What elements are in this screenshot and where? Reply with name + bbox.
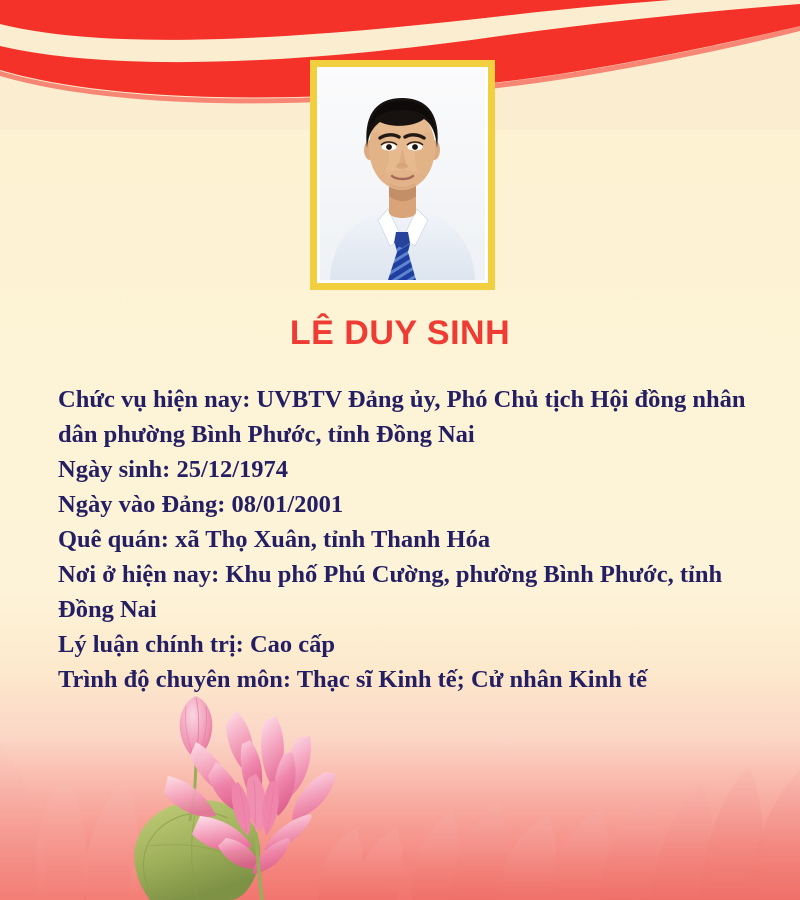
- info-line-position: Chức vụ hiện nay: UVBTV Đảng ủy, Phó Chủ tịch Hội đồng nhân dân phường Bình Phước, tỉnh Đồng Nai: [58, 386, 746, 448]
- portrait-photo: [320, 70, 485, 280]
- person-name: LÊ DUY SINH: [289, 314, 511, 352]
- info-block: [58, 382, 758, 697]
- portrait-frame: [310, 60, 495, 290]
- info-line-hometown: Quê quán: xã Thọ Xuân, tỉnh Thanh Hóa: [58, 526, 491, 553]
- info-line-party-join-date: Ngày vào Đảng: 08/01/2001: [58, 491, 344, 518]
- info-line-education: Trình độ chuyên môn: Thạc sĩ Kinh tế; Cử nhân Kinh tế: [58, 666, 647, 693]
- info-line-residence: Nơi ở hiện nay: Khu phố Phú Cường, phường Bình Phước, tỉnh Đồng Nai: [58, 561, 723, 623]
- info-line-political-theory: Lý luận chính trị: Cao cấp: [58, 631, 336, 658]
- info-line-birthdate: Ngày sinh: 25/12/1974: [58, 456, 289, 483]
